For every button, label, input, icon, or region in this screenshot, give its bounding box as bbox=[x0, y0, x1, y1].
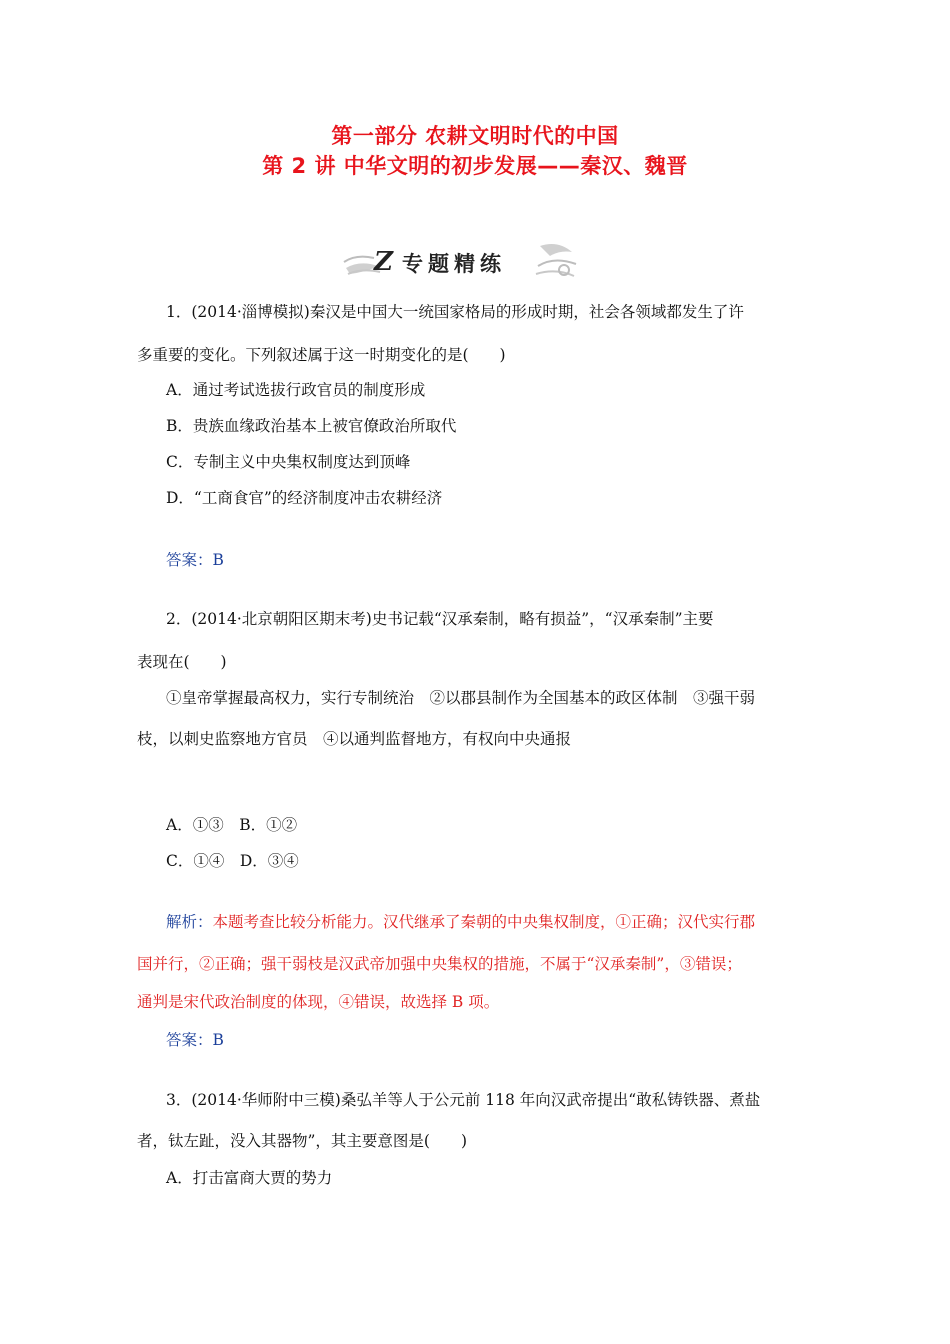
part-title: 第一部分 农耕文明时代的中国 bbox=[331, 124, 619, 148]
q1-stem-line2: 多重要的变化。下列叙述属于这一时期变化的是( ) bbox=[137, 346, 506, 364]
q1-option-c: C．专制主义中央集权制度达到顶峰 bbox=[166, 453, 411, 471]
q2-analysis-line1 bbox=[166, 910, 755, 932]
q1-answer: 答案：B bbox=[166, 551, 224, 569]
q2-analysis-line2: 国并行，②正确；强干弱枝是汉武帝加强中央集权的措施，不属于“汉承秦制”，③错误； bbox=[137, 955, 742, 973]
q2-stem-line4: 枝，以刺史监察地方官员 ④以通判监督地方，有权向中央通报 bbox=[137, 730, 572, 748]
q2-stem-line3: ①皇帝掌握最高权力，实行专制统治 ②以郡县制作为全国基本的政区体制 ③强干弱 bbox=[166, 689, 756, 707]
q2-options-row2: C．①④ D．③④ bbox=[166, 852, 299, 870]
q2-options-row1: A．①③ B．①② bbox=[166, 816, 298, 834]
q1-option-a: A．通过考试选拔行政官员的制度形成 bbox=[166, 381, 426, 399]
banner-title: 专题精练 bbox=[402, 251, 506, 276]
banner-letter-icon: Z bbox=[374, 247, 393, 277]
q2-stem-line1: 2．(2014·北京朝阳区期末考)史书记载“汉承秦制，略有损益”，“汉承秦制”主要 bbox=[166, 610, 714, 628]
q3-stem-line2: 者，钛左趾，没入其器物”，其主要意图是( ) bbox=[137, 1132, 468, 1150]
q1-option-d: D．“工商食官”的经济制度冲击农耕经济 bbox=[166, 489, 443, 507]
q2-answer: 答案：B bbox=[166, 1031, 224, 1049]
analysis-label: 解析： bbox=[166, 913, 213, 931]
q1-stem-line1: 1．(2014·淄博模拟)秦汉是中国大一统国家格局的形成时期，社会各领域都发生了许 bbox=[166, 303, 744, 321]
analysis-text: 本题考查比较分析能力。汉代继承了秦朝的中央集权制度，①正确；汉代实行郡 bbox=[212, 913, 756, 931]
q2-stem-line2: 表现在( ) bbox=[137, 653, 227, 671]
q2-analysis-line3: 通判是宋代政治制度的体现，④错误，故选择 B 项。 bbox=[137, 993, 500, 1011]
lesson-title: 第 2 讲 中华文明的初步发展——秦汉、魏晋 bbox=[262, 154, 688, 178]
q1-option-b: B．贵族血缘政治基本上被官僚政治所取代 bbox=[166, 417, 457, 435]
q3-option-a: A．打击富商大贾的势力 bbox=[166, 1169, 333, 1187]
q3-stem-line1: 3．(2014·华师附中三模)桑弘羊等人于公元前 118 年向汉武帝提出“敢私铸铁器、煮盐 bbox=[166, 1091, 761, 1109]
